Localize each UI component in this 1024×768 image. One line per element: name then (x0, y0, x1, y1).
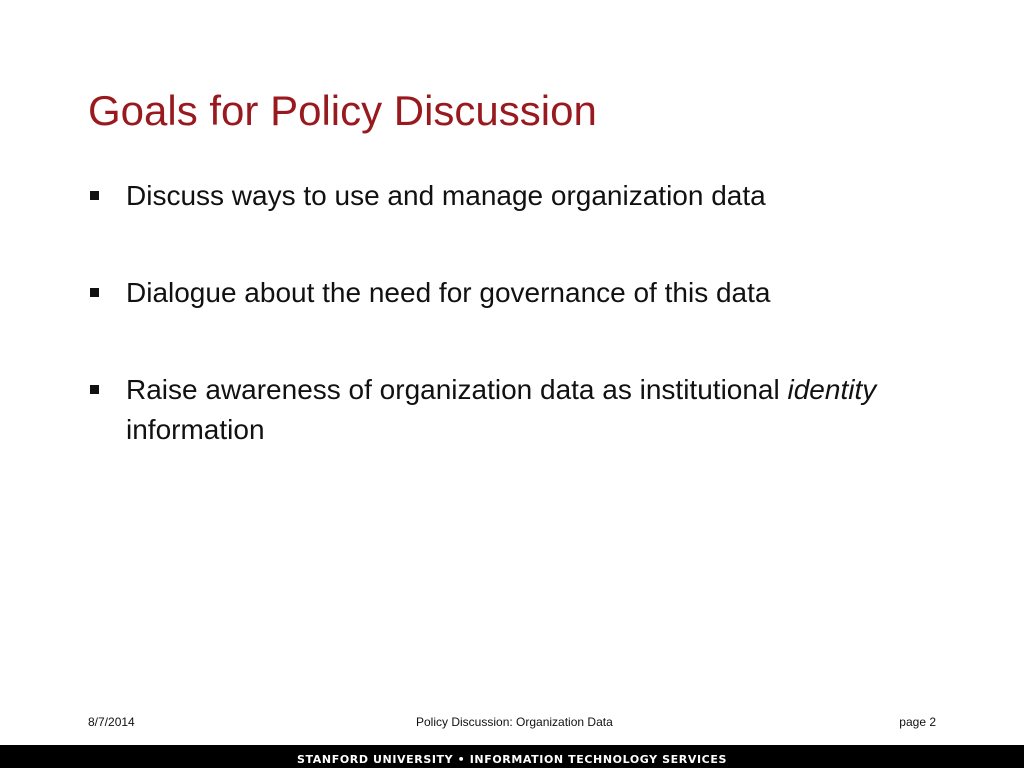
bullet-text: Discuss ways to use and manage organization data (126, 180, 766, 211)
bullet-item (88, 273, 988, 313)
bullet-text: Dialogue about the need for governance of this data (126, 277, 771, 308)
bullet-text-before: Raise awareness of organization data as institutional (126, 374, 788, 405)
bullet-text-emphasis: identity (787, 374, 877, 405)
slide-title: Goals for Policy Discussion (88, 87, 597, 134)
square-bullet-icon (90, 385, 99, 394)
footer-date: 8/7/2014 (88, 715, 135, 729)
bullet-text (126, 374, 876, 445)
square-bullet-icon (90, 191, 99, 200)
bullet-item (88, 370, 988, 450)
institution-banner (0, 745, 1024, 768)
institution-banner-text: STANFORD UNIVERSITY • INFORMATION TECHNOLOGY SERVICES (297, 753, 727, 766)
square-bullet-icon (90, 288, 99, 297)
bullet-list (88, 176, 988, 450)
footer-title: Policy Discussion: Organization Data (416, 715, 613, 729)
bullet-text-after: information (126, 414, 265, 445)
bullet-item (88, 176, 988, 216)
footer-page-number: page 2 (899, 715, 936, 729)
